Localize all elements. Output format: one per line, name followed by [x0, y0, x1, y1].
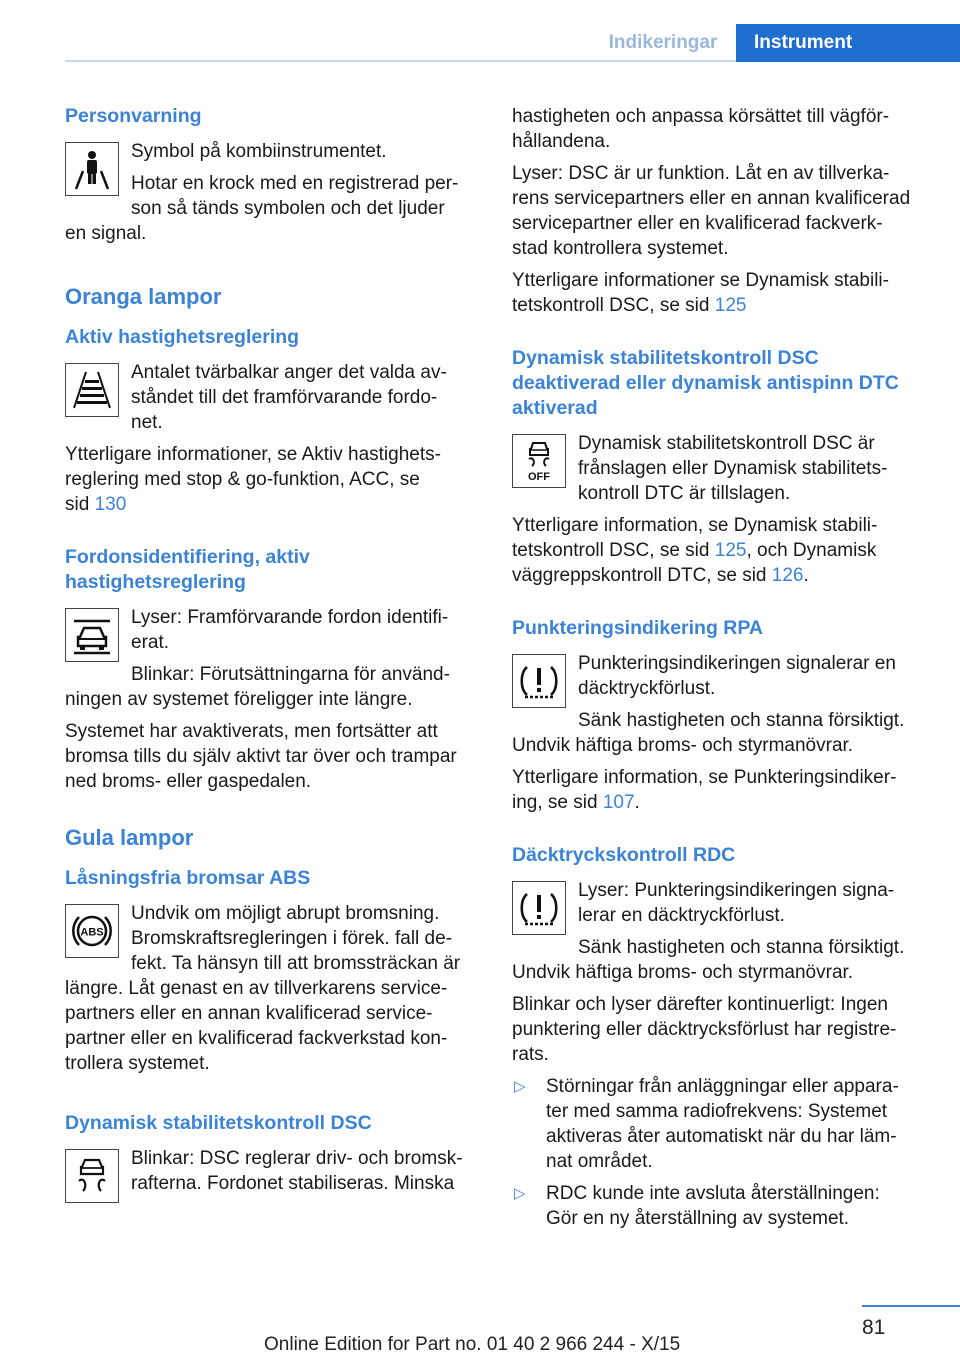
text-line: lerar en däcktryckförlust. — [578, 905, 785, 926]
text-line: punktering eller däcktrycksförlust har registre‐ — [512, 1019, 897, 1040]
text-line: rens servicepartners eller en annan kvalificerad — [512, 188, 911, 209]
text-line: Gör en ny återställning av systemet. — [546, 1208, 850, 1229]
page-link-130[interactable]: 130 — [94, 494, 127, 515]
left-column — [65, 104, 479, 1235]
text-line: partners eller en annan kvalificerad service‐ — [65, 1003, 433, 1024]
text-line: frånslagen eller Dynamisk stabilitets‐ — [578, 458, 888, 479]
section-title: Dynamisk stabilitetskontroll DSC — [65, 1112, 372, 1134]
text-line: ter med samma radiofrekvens: Systemet — [546, 1101, 888, 1122]
text-line: servicepartner eller en kvalificerad fackverk‐ — [512, 213, 883, 234]
page-number: 81 — [862, 1316, 886, 1339]
text-line: Ytterligare information, se Punkteringsindiker‐ — [512, 767, 897, 788]
text-line: Sänk hastigheten och stanna försiktigt. — [578, 710, 905, 731]
text-line: Ytterligare information, se Dynamisk stabili‐ — [512, 515, 878, 536]
text-line: tetskontroll DSC, se sid — [512, 295, 715, 316]
text-line: trollera systemet. — [65, 1053, 210, 1074]
section-dsc-continued — [512, 104, 932, 318]
distance-bars-icon — [65, 363, 119, 417]
text-line: erat. — [131, 632, 170, 653]
list-item — [512, 1181, 932, 1231]
list-item — [512, 1074, 932, 1174]
text-line: . — [803, 565, 809, 586]
section-title: Aktiv hastighetsreglering — [65, 326, 300, 348]
footer-edition-text: Online Edition for Part no. 01 40 2 966 244 - X/15 — [264, 1334, 681, 1355]
text-line: väggreppskontroll DTC, se sid — [512, 565, 772, 586]
dsc-off-icon-text: OFF — [528, 471, 550, 483]
text-line: Ytterligare informationer se Dynamisk stabili‐ — [512, 270, 889, 291]
text-line: Systemet har avaktiverats, men fortsätter att — [65, 721, 438, 742]
text-line: Blinkar: DSC reglerar driv- och bromsk‐ — [131, 1148, 463, 1169]
text-line: kontroll DTC är tillslagen. — [578, 483, 791, 504]
section-fordonsidentifiering — [65, 545, 479, 794]
text-line: nat området. — [546, 1151, 653, 1172]
text-line: ståndet till det framförvarande fordo‐ — [131, 387, 438, 408]
section-acc — [65, 325, 479, 517]
section-dsc — [65, 1111, 479, 1207]
triangle-bullet-icon: ▷ — [514, 1185, 526, 1202]
abs-icon — [65, 904, 119, 958]
text-line: Hotar en krock med en registrerad per‐ — [131, 173, 459, 194]
dsc-off-icon — [512, 434, 566, 488]
section-rdc — [512, 843, 932, 1231]
page-link-126[interactable]: 126 — [771, 565, 804, 586]
text-line: , och Dynamisk — [746, 540, 877, 561]
text-line: reglering med stop & go-funktion, ACC, se — [65, 469, 420, 490]
text-line: stad kontrollera systemet. — [512, 238, 729, 259]
header-chapter-tab[interactable]: Indikeringar — [608, 32, 718, 53]
section-dsc-off — [512, 346, 932, 588]
text-line: däcktryckförlust. — [578, 678, 716, 699]
triangle-bullet-icon: ▷ — [514, 1078, 526, 1095]
vehicle-detected-icon — [65, 608, 119, 662]
bullet-list — [512, 1074, 932, 1231]
text-line: Lyser: Framförvarande fordon identifi‐ — [131, 607, 449, 628]
text-line: net. — [131, 412, 163, 433]
title-line: deaktiverad eller dynamisk antispinn DTC — [512, 372, 899, 394]
section-title: Däcktryckskontroll RDC — [512, 844, 736, 866]
orange-lamps-heading: Oranga lampor — [65, 284, 222, 309]
text-line: Dynamisk stabilitetskontroll DSC är — [578, 433, 875, 454]
yellow-lamps-heading: Gula lampor — [65, 825, 194, 850]
text-line: Lyser: DSC är ur funktion. Låt en av tillverka‐ — [512, 163, 890, 184]
text-line: ing, se sid — [512, 792, 603, 813]
text-line: fekt. Ta hänsyn till att bromssträckan är — [131, 953, 461, 974]
text-line: Undvik häftiga broms- och styrmanövrar. — [512, 735, 854, 756]
page-link-125[interactable]: 125 — [714, 295, 747, 316]
section-personvarning — [65, 104, 479, 253]
text-line: rafterna. Fordonet stabiliseras. Minska — [131, 1173, 455, 1194]
title-line: Fordonsidentifiering, aktiv — [65, 546, 310, 568]
text-line: Blinkar: Förutsättningarna för använd‐ — [131, 664, 450, 685]
text-line: Symbol på kombiinstrumentet. — [131, 141, 387, 162]
section-title: Låsningsfria bromsar ABS — [65, 867, 311, 889]
title-line: aktiverad — [512, 397, 598, 419]
text-line: Ytterligare informationer, se Aktiv hastighets‐ — [65, 444, 441, 465]
text-line: Antalet tvärbalkar anger det valda av‐ — [131, 362, 447, 383]
section-title: Personvarning — [65, 105, 202, 127]
tire-pressure-icon — [512, 881, 566, 935]
text-line: en signal. — [65, 223, 147, 244]
dsc-icon — [65, 1149, 119, 1203]
text-line: Undvik om möjligt abrupt bromsning. — [131, 903, 440, 924]
page-number-rule — [862, 1305, 960, 1307]
text-line: Bromskraftsregleringen i förek. fall de‐ — [131, 928, 453, 949]
title-line: Dynamisk stabilitetskontroll DSC — [512, 347, 819, 369]
section-rpa — [512, 616, 932, 815]
section-title — [65, 545, 479, 595]
text-line: Sänk hastigheten och stanna försiktigt. — [578, 937, 905, 958]
text-line: hållandena. — [512, 131, 611, 152]
page-link-125[interactable]: 125 — [714, 540, 747, 561]
text-line: son så tänds symbolen och det ljuder — [131, 198, 445, 219]
text-line: Lyser: Punkteringsindikeringen signa‐ — [578, 880, 895, 901]
abs-icon-text: ABS — [80, 926, 104, 939]
text-line: Blinkar och lyser därefter kontinuerligt: Ingen — [512, 994, 888, 1015]
text-line: ningen av systemet föreligger inte längre. — [65, 689, 413, 710]
section-title — [512, 346, 932, 421]
text-line: Störningar från anläggningar eller appara‐ — [546, 1076, 899, 1097]
text-line: Undvik häftiga broms- och styrmanövrar. — [512, 962, 854, 983]
person-warning-icon — [65, 142, 119, 196]
text-line: bromsa tills du själv aktivt tar över och trampar — [65, 746, 457, 767]
section-abs — [65, 866, 479, 1083]
text-line: partner eller en kvalificerad fackverkstad kon‐ — [65, 1028, 448, 1049]
section-title: Punkteringsindikering RPA — [512, 617, 764, 639]
text-line: längre. Låt genast en av tillverkarens service‐ — [65, 978, 448, 999]
text-line: RDC kunde inte avsluta återställningen: — [546, 1183, 880, 1204]
header-section-tab[interactable]: Instrument — [736, 24, 960, 62]
text-line: hastigheten och anpassa körsättet till vägför‐ — [512, 106, 890, 127]
page-link-107[interactable]: 107 — [602, 792, 635, 813]
tire-warning-icon — [512, 654, 566, 708]
right-column — [512, 104, 932, 1259]
text-line: aktiveras åter automatiskt när du har läm‐ — [546, 1126, 897, 1147]
text-line: rats. — [512, 1044, 549, 1065]
title-line: hastighetsreglering — [65, 571, 246, 593]
text-line: . — [634, 792, 640, 813]
text-line: tetskontroll DSC, se sid — [512, 540, 715, 561]
text-line: ned broms- eller gaspedalen. — [65, 771, 312, 792]
text-line: Punkteringsindikeringen signalerar en — [578, 653, 896, 674]
text-line: sid — [65, 494, 95, 515]
